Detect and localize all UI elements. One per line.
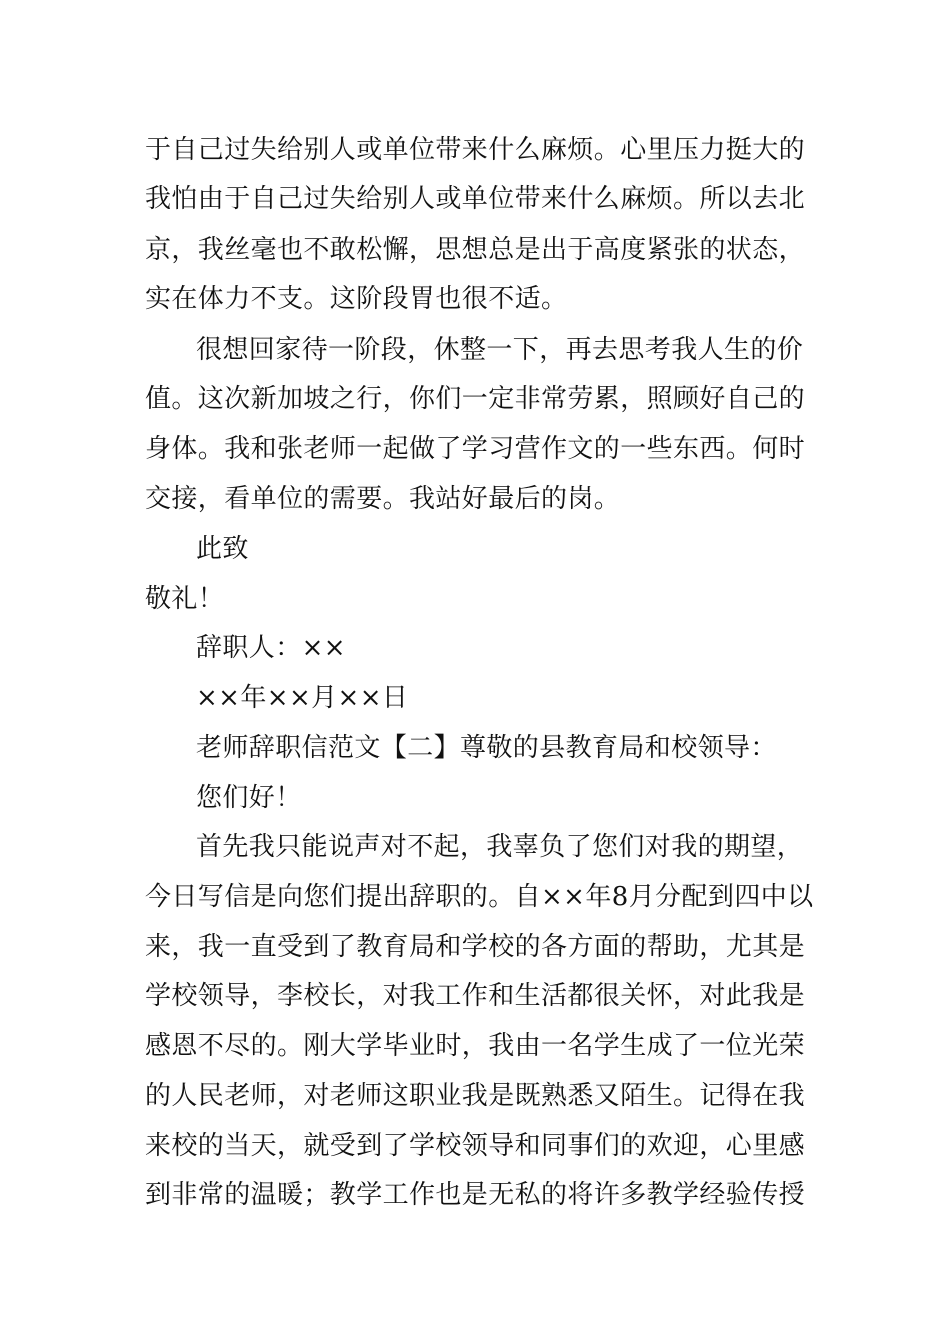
text-line: 实在体力不支。这阶段胃也很不适。 bbox=[145, 284, 568, 314]
text-line: 首先我只能说声对不起，我辜负了您们对我的期望， bbox=[196, 832, 804, 862]
greeting: 您们好！ bbox=[196, 783, 302, 813]
text-line: 的人民老师，对老师这职业我是既熟悉又陌生。记得在我 bbox=[145, 1081, 806, 1111]
text-line: 学校领导，李校长，对我工作和生活都很关怀，对此我是 bbox=[145, 981, 806, 1011]
text-line: 京，我丝毫也不敢松懈，思想总是出于高度紧张的状态， bbox=[145, 235, 806, 265]
text-line: 到非常的温暖；教学工作也是无私的将许多教学经验传授 bbox=[145, 1180, 806, 1210]
text-line: 我怕由于自己过失给别人或单位带来什么麻烦。所以去北 bbox=[145, 184, 806, 214]
text-line: 值。这次新加坡之行，你们一定非常劳累，照顾好自己的 bbox=[145, 384, 806, 414]
text-line: 很想回家待一阶段，休整一下，再去思考我人生的价 bbox=[196, 335, 804, 365]
signature-date: ××年××月××日 bbox=[196, 683, 409, 713]
closing-salutation: 此致 bbox=[196, 534, 249, 564]
signature-name: 辞职人：×× bbox=[196, 633, 346, 663]
section-heading: 老师辞职信范文【二】尊敬的县教育局和校领导： bbox=[196, 733, 777, 763]
text-line: 交接，看单位的需要。我站好最后的岗。 bbox=[145, 484, 621, 514]
text-line: 来校的当天，就受到了学校领导和同事们的欢迎，心里感 bbox=[145, 1131, 806, 1161]
text-line: 感恩不尽的。刚大学毕业时，我由一名学生成了一位光荣 bbox=[145, 1031, 806, 1061]
text-line: 今日写信是向您们提出辞职的。自××年8月分配到四中以 bbox=[145, 882, 814, 912]
text-line: 于自己过失给别人或单位带来什么麻烦。心里压力挺大的 bbox=[145, 135, 806, 165]
closing-regards: 敬礼！ bbox=[145, 584, 225, 614]
text-line: 来，我一直受到了教育局和学校的各方面的帮助，尤其是 bbox=[145, 932, 806, 962]
text-line: 身体。我和张老师一起做了学习营作文的一些东西。何时 bbox=[145, 434, 806, 464]
